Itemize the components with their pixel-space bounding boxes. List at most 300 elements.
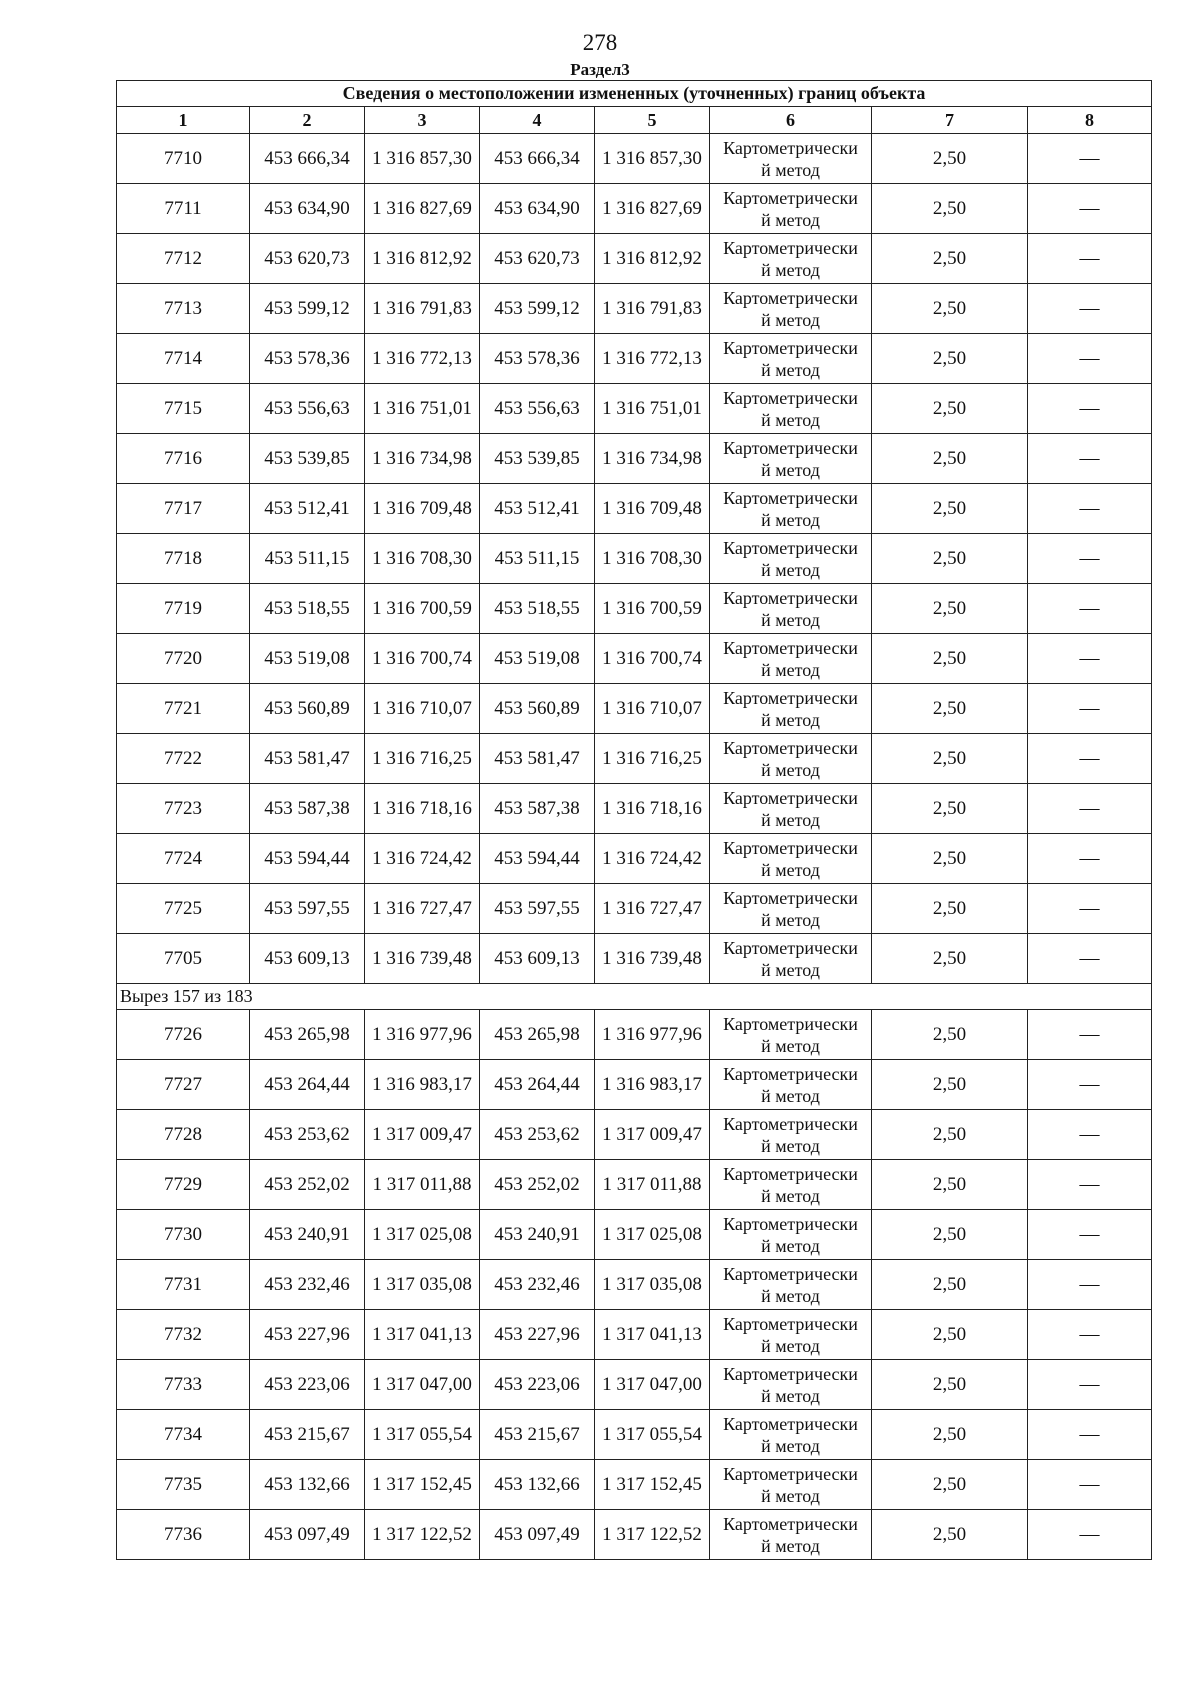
table-row <box>117 234 1152 284</box>
point-number-cell: 7716 <box>117 434 250 484</box>
point-number-cell: 7734 <box>117 1410 250 1460</box>
method-text-line1: Картометрически <box>723 587 858 608</box>
method-text-line1: Картометрически <box>723 287 858 308</box>
point-number-cell: 7714 <box>117 334 250 384</box>
method-text-line2: й метод <box>761 1035 820 1056</box>
new-y-cell: 1 317 011,88 <box>595 1160 710 1210</box>
table-row <box>117 584 1152 634</box>
description-cell: — <box>1028 334 1152 384</box>
method-cell <box>710 284 872 334</box>
old-y-cell: 1 317 035,08 <box>365 1260 480 1310</box>
old-x-cell: 453 620,73 <box>250 234 365 284</box>
method-cell <box>710 1160 872 1210</box>
table-row <box>117 1210 1152 1260</box>
old-y-cell: 1 316 827,69 <box>365 184 480 234</box>
new-x-cell: 453 512,41 <box>480 484 595 534</box>
new-x-cell: 453 609,13 <box>480 934 595 984</box>
new-y-cell: 1 316 791,83 <box>595 284 710 334</box>
old-x-cell: 453 597,55 <box>250 884 365 934</box>
description-cell: — <box>1028 384 1152 434</box>
table-row <box>117 384 1152 434</box>
method-text-line2: й метод <box>761 1335 820 1356</box>
point-number-cell: 7712 <box>117 234 250 284</box>
column-number: 8 <box>1028 107 1152 134</box>
method-text-line2: й метод <box>761 809 820 830</box>
description-cell: — <box>1028 1260 1152 1310</box>
method-text-line2: й метод <box>761 509 820 530</box>
method-text-line1: Картометрически <box>723 1463 858 1484</box>
column-number: 4 <box>480 107 595 134</box>
description-cell: — <box>1028 1510 1152 1560</box>
description-cell: — <box>1028 634 1152 684</box>
accuracy-cell: 2,50 <box>872 1260 1028 1310</box>
point-number-cell: 7719 <box>117 584 250 634</box>
method-text-line1: Картометрически <box>723 1113 858 1134</box>
method-text-line2: й метод <box>761 1185 820 1206</box>
method-cell <box>710 1310 872 1360</box>
new-y-cell: 1 316 718,16 <box>595 784 710 834</box>
new-x-cell: 453 556,63 <box>480 384 595 434</box>
new-y-cell: 1 317 122,52 <box>595 1510 710 1560</box>
method-text-line2: й метод <box>761 359 820 380</box>
new-y-cell: 1 316 857,30 <box>595 134 710 184</box>
point-number-cell: 7729 <box>117 1160 250 1210</box>
old-x-cell: 453 556,63 <box>250 384 365 434</box>
accuracy-cell: 2,50 <box>872 934 1028 984</box>
method-cell <box>710 534 872 584</box>
table-row <box>117 884 1152 934</box>
description-cell: — <box>1028 434 1152 484</box>
old-y-cell: 1 316 727,47 <box>365 884 480 934</box>
point-number-cell: 7705 <box>117 934 250 984</box>
table-row <box>117 1060 1152 1110</box>
new-y-cell: 1 316 708,30 <box>595 534 710 584</box>
accuracy-cell: 2,50 <box>872 1060 1028 1110</box>
old-y-cell: 1 316 751,01 <box>365 384 480 434</box>
method-text-line2: й метод <box>761 659 820 680</box>
point-number-cell: 7733 <box>117 1360 250 1410</box>
method-text-line2: й метод <box>761 559 820 580</box>
new-x-cell: 453 587,38 <box>480 784 595 834</box>
point-number-cell: 7711 <box>117 184 250 234</box>
method-text-line2: й метод <box>761 1485 820 1506</box>
old-y-cell: 1 317 152,45 <box>365 1460 480 1510</box>
old-y-cell: 1 317 025,08 <box>365 1210 480 1260</box>
new-y-cell: 1 316 700,74 <box>595 634 710 684</box>
new-y-cell: 1 317 152,45 <box>595 1460 710 1510</box>
method-cell <box>710 584 872 634</box>
new-x-cell: 453 097,49 <box>480 1510 595 1560</box>
new-x-cell: 453 265,98 <box>480 1010 595 1060</box>
old-x-cell: 453 587,38 <box>250 784 365 834</box>
accuracy-cell: 2,50 <box>872 1460 1028 1510</box>
new-x-cell: 453 253,62 <box>480 1110 595 1160</box>
description-cell: — <box>1028 534 1152 584</box>
accuracy-cell: 2,50 <box>872 1210 1028 1260</box>
old-x-cell: 453 666,34 <box>250 134 365 184</box>
new-y-cell: 1 317 041,13 <box>595 1310 710 1360</box>
new-y-cell: 1 317 035,08 <box>595 1260 710 1310</box>
method-text-line1: Картометрически <box>723 1013 858 1034</box>
accuracy-cell: 2,50 <box>872 134 1028 184</box>
old-x-cell: 453 634,90 <box>250 184 365 234</box>
description-cell: — <box>1028 1160 1152 1210</box>
new-y-cell: 1 316 709,48 <box>595 484 710 534</box>
method-cell <box>710 1110 872 1160</box>
old-y-cell: 1 316 709,48 <box>365 484 480 534</box>
old-x-cell: 453 264,44 <box>250 1060 365 1110</box>
old-x-cell: 453 227,96 <box>250 1310 365 1360</box>
point-number-cell: 7727 <box>117 1060 250 1110</box>
new-x-cell: 453 539,85 <box>480 434 595 484</box>
method-text-line1: Картометрически <box>723 687 858 708</box>
new-x-cell: 453 599,12 <box>480 284 595 334</box>
method-text-line1: Картометрически <box>723 137 858 158</box>
method-text-line2: й метод <box>761 309 820 330</box>
description-cell: — <box>1028 284 1152 334</box>
method-text-line1: Картометрически <box>723 337 858 358</box>
method-text-line2: й метод <box>761 259 820 280</box>
column-number: 3 <box>365 107 480 134</box>
accuracy-cell: 2,50 <box>872 434 1028 484</box>
old-y-cell: 1 316 718,16 <box>365 784 480 834</box>
method-text-line1: Картометрически <box>723 1063 858 1084</box>
method-cell <box>710 1460 872 1510</box>
description-cell: — <box>1028 934 1152 984</box>
method-text-line2: й метод <box>761 959 820 980</box>
method-text-line1: Картометрически <box>723 787 858 808</box>
method-text-line1: Картометрически <box>723 737 858 758</box>
method-cell <box>710 934 872 984</box>
description-cell: — <box>1028 1210 1152 1260</box>
description-cell: — <box>1028 834 1152 884</box>
new-x-cell: 453 232,46 <box>480 1260 595 1310</box>
old-x-cell: 453 215,67 <box>250 1410 365 1460</box>
new-x-cell: 453 634,90 <box>480 184 595 234</box>
accuracy-cell: 2,50 <box>872 584 1028 634</box>
description-cell: — <box>1028 1060 1152 1110</box>
table-row <box>117 934 1152 984</box>
new-x-cell: 453 240,91 <box>480 1210 595 1260</box>
old-x-cell: 453 265,98 <box>250 1010 365 1060</box>
old-x-cell: 453 594,44 <box>250 834 365 884</box>
method-text-line1: Картометрически <box>723 437 858 458</box>
new-y-cell: 1 316 716,25 <box>595 734 710 784</box>
method-text-line2: й метод <box>761 1385 820 1406</box>
old-y-cell: 1 316 716,25 <box>365 734 480 784</box>
description-cell: — <box>1028 884 1152 934</box>
point-number-cell: 7728 <box>117 1110 250 1160</box>
accuracy-cell: 2,50 <box>872 284 1028 334</box>
old-x-cell: 453 232,46 <box>250 1260 365 1310</box>
accuracy-cell: 2,50 <box>872 1160 1028 1210</box>
old-x-cell: 453 252,02 <box>250 1160 365 1210</box>
method-text-line2: й метод <box>761 1135 820 1156</box>
new-x-cell: 453 227,96 <box>480 1310 595 1360</box>
method-text-line1: Картометрически <box>723 387 858 408</box>
new-y-cell: 1 317 055,54 <box>595 1410 710 1460</box>
method-text-line2: й метод <box>761 1285 820 1306</box>
old-y-cell: 1 316 724,42 <box>365 834 480 884</box>
table-row <box>117 334 1152 384</box>
old-y-cell: 1 316 772,13 <box>365 334 480 384</box>
method-text-line1: Картометрически <box>723 487 858 508</box>
accuracy-cell: 2,50 <box>872 784 1028 834</box>
new-y-cell: 1 316 827,69 <box>595 184 710 234</box>
old-y-cell: 1 316 739,48 <box>365 934 480 984</box>
table-row <box>117 684 1152 734</box>
new-x-cell: 453 511,15 <box>480 534 595 584</box>
old-y-cell: 1 316 812,92 <box>365 234 480 284</box>
method-cell <box>710 784 872 834</box>
table-row <box>117 1260 1152 1310</box>
description-cell: — <box>1028 1460 1152 1510</box>
accuracy-cell: 2,50 <box>872 334 1028 384</box>
table-row <box>117 1360 1152 1410</box>
point-number-cell: 7723 <box>117 784 250 834</box>
accuracy-cell: 2,50 <box>872 384 1028 434</box>
description-cell: — <box>1028 784 1152 834</box>
method-text-line1: Картометрически <box>723 1363 858 1384</box>
old-y-cell: 1 316 791,83 <box>365 284 480 334</box>
description-cell: — <box>1028 234 1152 284</box>
old-y-cell: 1 316 734,98 <box>365 434 480 484</box>
method-cell <box>710 334 872 384</box>
method-text-line1: Картометрически <box>723 937 858 958</box>
accuracy-cell: 2,50 <box>872 834 1028 884</box>
old-x-cell: 453 560,89 <box>250 684 365 734</box>
method-cell <box>710 1410 872 1460</box>
table-row <box>117 784 1152 834</box>
table-row <box>117 1510 1152 1560</box>
point-number-cell: 7725 <box>117 884 250 934</box>
table-row <box>117 434 1152 484</box>
table-row <box>117 184 1152 234</box>
old-x-cell: 453 253,62 <box>250 1110 365 1160</box>
old-y-cell: 1 317 122,52 <box>365 1510 480 1560</box>
method-text-line1: Картометрически <box>723 537 858 558</box>
method-cell <box>710 1010 872 1060</box>
table-row <box>117 1110 1152 1160</box>
point-number-cell: 7735 <box>117 1460 250 1510</box>
new-y-cell: 1 317 025,08 <box>595 1210 710 1260</box>
table-row <box>117 634 1152 684</box>
new-x-cell: 453 594,44 <box>480 834 595 884</box>
new-x-cell: 453 581,47 <box>480 734 595 784</box>
new-x-cell: 453 518,55 <box>480 584 595 634</box>
table-row <box>117 534 1152 584</box>
group-header-row <box>117 984 1152 1010</box>
method-text-line1: Картометрически <box>723 237 858 258</box>
old-x-cell: 453 599,12 <box>250 284 365 334</box>
old-x-cell: 453 581,47 <box>250 734 365 784</box>
method-cell <box>710 234 872 284</box>
new-x-cell: 453 666,34 <box>480 134 595 184</box>
method-cell <box>710 1260 872 1310</box>
accuracy-cell: 2,50 <box>872 1510 1028 1560</box>
method-cell <box>710 734 872 784</box>
new-y-cell: 1 316 751,01 <box>595 384 710 434</box>
method-cell <box>710 484 872 534</box>
point-number-cell: 7718 <box>117 534 250 584</box>
old-y-cell: 1 316 977,96 <box>365 1010 480 1060</box>
point-number-cell: 7722 <box>117 734 250 784</box>
accuracy-cell: 2,50 <box>872 884 1028 934</box>
method-text-line2: й метод <box>761 159 820 180</box>
new-y-cell: 1 316 772,13 <box>595 334 710 384</box>
point-number-cell: 7731 <box>117 1260 250 1310</box>
point-number-cell: 7721 <box>117 684 250 734</box>
point-number-cell: 7715 <box>117 384 250 434</box>
section-title: Раздел3 <box>570 60 630 79</box>
new-y-cell: 1 317 047,00 <box>595 1360 710 1410</box>
method-cell <box>710 1060 872 1110</box>
old-y-cell: 1 317 055,54 <box>365 1410 480 1460</box>
new-y-cell: 1 316 724,42 <box>595 834 710 884</box>
new-y-cell: 1 316 977,96 <box>595 1010 710 1060</box>
new-x-cell: 453 252,02 <box>480 1160 595 1210</box>
accuracy-cell: 2,50 <box>872 1410 1028 1460</box>
old-x-cell: 453 240,91 <box>250 1210 365 1260</box>
method-cell <box>710 134 872 184</box>
method-text-line2: й метод <box>761 709 820 730</box>
method-cell <box>710 634 872 684</box>
old-y-cell: 1 317 011,88 <box>365 1160 480 1210</box>
method-text-line2: й метод <box>761 409 820 430</box>
old-x-cell: 453 578,36 <box>250 334 365 384</box>
point-number-cell: 7736 <box>117 1510 250 1560</box>
description-cell: — <box>1028 1110 1152 1160</box>
accuracy-cell: 2,50 <box>872 1360 1028 1410</box>
point-number-cell: 7726 <box>117 1010 250 1060</box>
accuracy-cell: 2,50 <box>872 684 1028 734</box>
description-cell: — <box>1028 484 1152 534</box>
new-x-cell: 453 223,06 <box>480 1360 595 1410</box>
accuracy-cell: 2,50 <box>872 184 1028 234</box>
method-cell <box>710 684 872 734</box>
old-x-cell: 453 519,08 <box>250 634 365 684</box>
new-y-cell: 1 316 739,48 <box>595 934 710 984</box>
old-x-cell: 453 539,85 <box>250 434 365 484</box>
method-text-line2: й метод <box>761 209 820 230</box>
column-number: 1 <box>117 107 250 134</box>
method-cell <box>710 834 872 884</box>
method-text-line1: Картометрически <box>723 1413 858 1434</box>
point-number-cell: 7724 <box>117 834 250 884</box>
point-number-cell: 7732 <box>117 1310 250 1360</box>
new-x-cell: 453 560,89 <box>480 684 595 734</box>
method-text-line1: Картометрически <box>723 1213 858 1234</box>
method-cell <box>710 884 872 934</box>
description-cell: — <box>1028 734 1152 784</box>
table-row <box>117 734 1152 784</box>
new-x-cell: 453 597,55 <box>480 884 595 934</box>
table-row <box>117 1410 1152 1460</box>
description-cell: — <box>1028 1310 1152 1360</box>
boundary-coordinates-table <box>116 80 1152 1560</box>
old-y-cell: 1 316 700,74 <box>365 634 480 684</box>
method-text-line2: й метод <box>761 1085 820 1106</box>
point-number-cell: 7720 <box>117 634 250 684</box>
accuracy-cell: 2,50 <box>872 534 1028 584</box>
new-y-cell: 1 316 710,07 <box>595 684 710 734</box>
new-y-cell: 1 316 700,59 <box>595 584 710 634</box>
new-x-cell: 453 264,44 <box>480 1060 595 1110</box>
table-row <box>117 1310 1152 1360</box>
old-y-cell: 1 317 009,47 <box>365 1110 480 1160</box>
table-body <box>117 134 1152 1560</box>
column-number: 2 <box>250 107 365 134</box>
new-y-cell: 1 316 734,98 <box>595 434 710 484</box>
accuracy-cell: 2,50 <box>872 634 1028 684</box>
description-cell: — <box>1028 1360 1152 1410</box>
table-caption: Сведения о местоположении измененных (уточненных) границ объекта <box>117 81 1152 107</box>
new-x-cell: 453 132,66 <box>480 1460 595 1510</box>
description-cell: — <box>1028 184 1152 234</box>
method-text-line2: й метод <box>761 909 820 930</box>
new-y-cell: 1 317 009,47 <box>595 1110 710 1160</box>
method-text-line1: Картометрически <box>723 1263 858 1284</box>
old-x-cell: 453 097,49 <box>250 1510 365 1560</box>
old-x-cell: 453 512,41 <box>250 484 365 534</box>
description-cell: — <box>1028 684 1152 734</box>
method-text-line2: й метод <box>761 1535 820 1556</box>
description-cell: — <box>1028 584 1152 634</box>
method-cell <box>710 1510 872 1560</box>
new-y-cell: 1 316 812,92 <box>595 234 710 284</box>
table-row <box>117 834 1152 884</box>
accuracy-cell: 2,50 <box>872 484 1028 534</box>
column-number: 7 <box>872 107 1028 134</box>
method-cell <box>710 434 872 484</box>
accuracy-cell: 2,50 <box>872 1110 1028 1160</box>
method-text-line1: Картометрически <box>723 1163 858 1184</box>
method-cell <box>710 384 872 434</box>
accuracy-cell: 2,50 <box>872 1010 1028 1060</box>
table-row <box>117 1160 1152 1210</box>
method-text-line1: Картометрически <box>723 1513 858 1534</box>
old-y-cell: 1 317 047,00 <box>365 1360 480 1410</box>
description-cell: — <box>1028 134 1152 184</box>
table-row <box>117 1010 1152 1060</box>
old-x-cell: 453 132,66 <box>250 1460 365 1510</box>
point-number-cell: 7713 <box>117 284 250 334</box>
group-label: Вырез 157 из 183 <box>117 984 1152 1010</box>
description-cell: — <box>1028 1010 1152 1060</box>
point-number-cell: 7717 <box>117 484 250 534</box>
method-text-line1: Картометрически <box>723 887 858 908</box>
column-number: 6 <box>710 107 872 134</box>
old-y-cell: 1 316 857,30 <box>365 134 480 184</box>
column-number-row <box>117 107 1152 134</box>
accuracy-cell: 2,50 <box>872 234 1028 284</box>
new-x-cell: 453 215,67 <box>480 1410 595 1460</box>
method-text-line1: Картометрически <box>723 837 858 858</box>
method-cell <box>710 1360 872 1410</box>
old-y-cell: 1 316 710,07 <box>365 684 480 734</box>
table-row <box>117 134 1152 184</box>
table-row <box>117 1460 1152 1510</box>
new-x-cell: 453 620,73 <box>480 234 595 284</box>
method-text-line1: Картометрически <box>723 187 858 208</box>
old-y-cell: 1 317 041,13 <box>365 1310 480 1360</box>
new-y-cell: 1 316 727,47 <box>595 884 710 934</box>
new-x-cell: 453 519,08 <box>480 634 595 684</box>
description-cell: — <box>1028 1410 1152 1460</box>
table-row <box>117 284 1152 334</box>
old-x-cell: 453 609,13 <box>250 934 365 984</box>
page-number: 278 <box>582 30 618 55</box>
